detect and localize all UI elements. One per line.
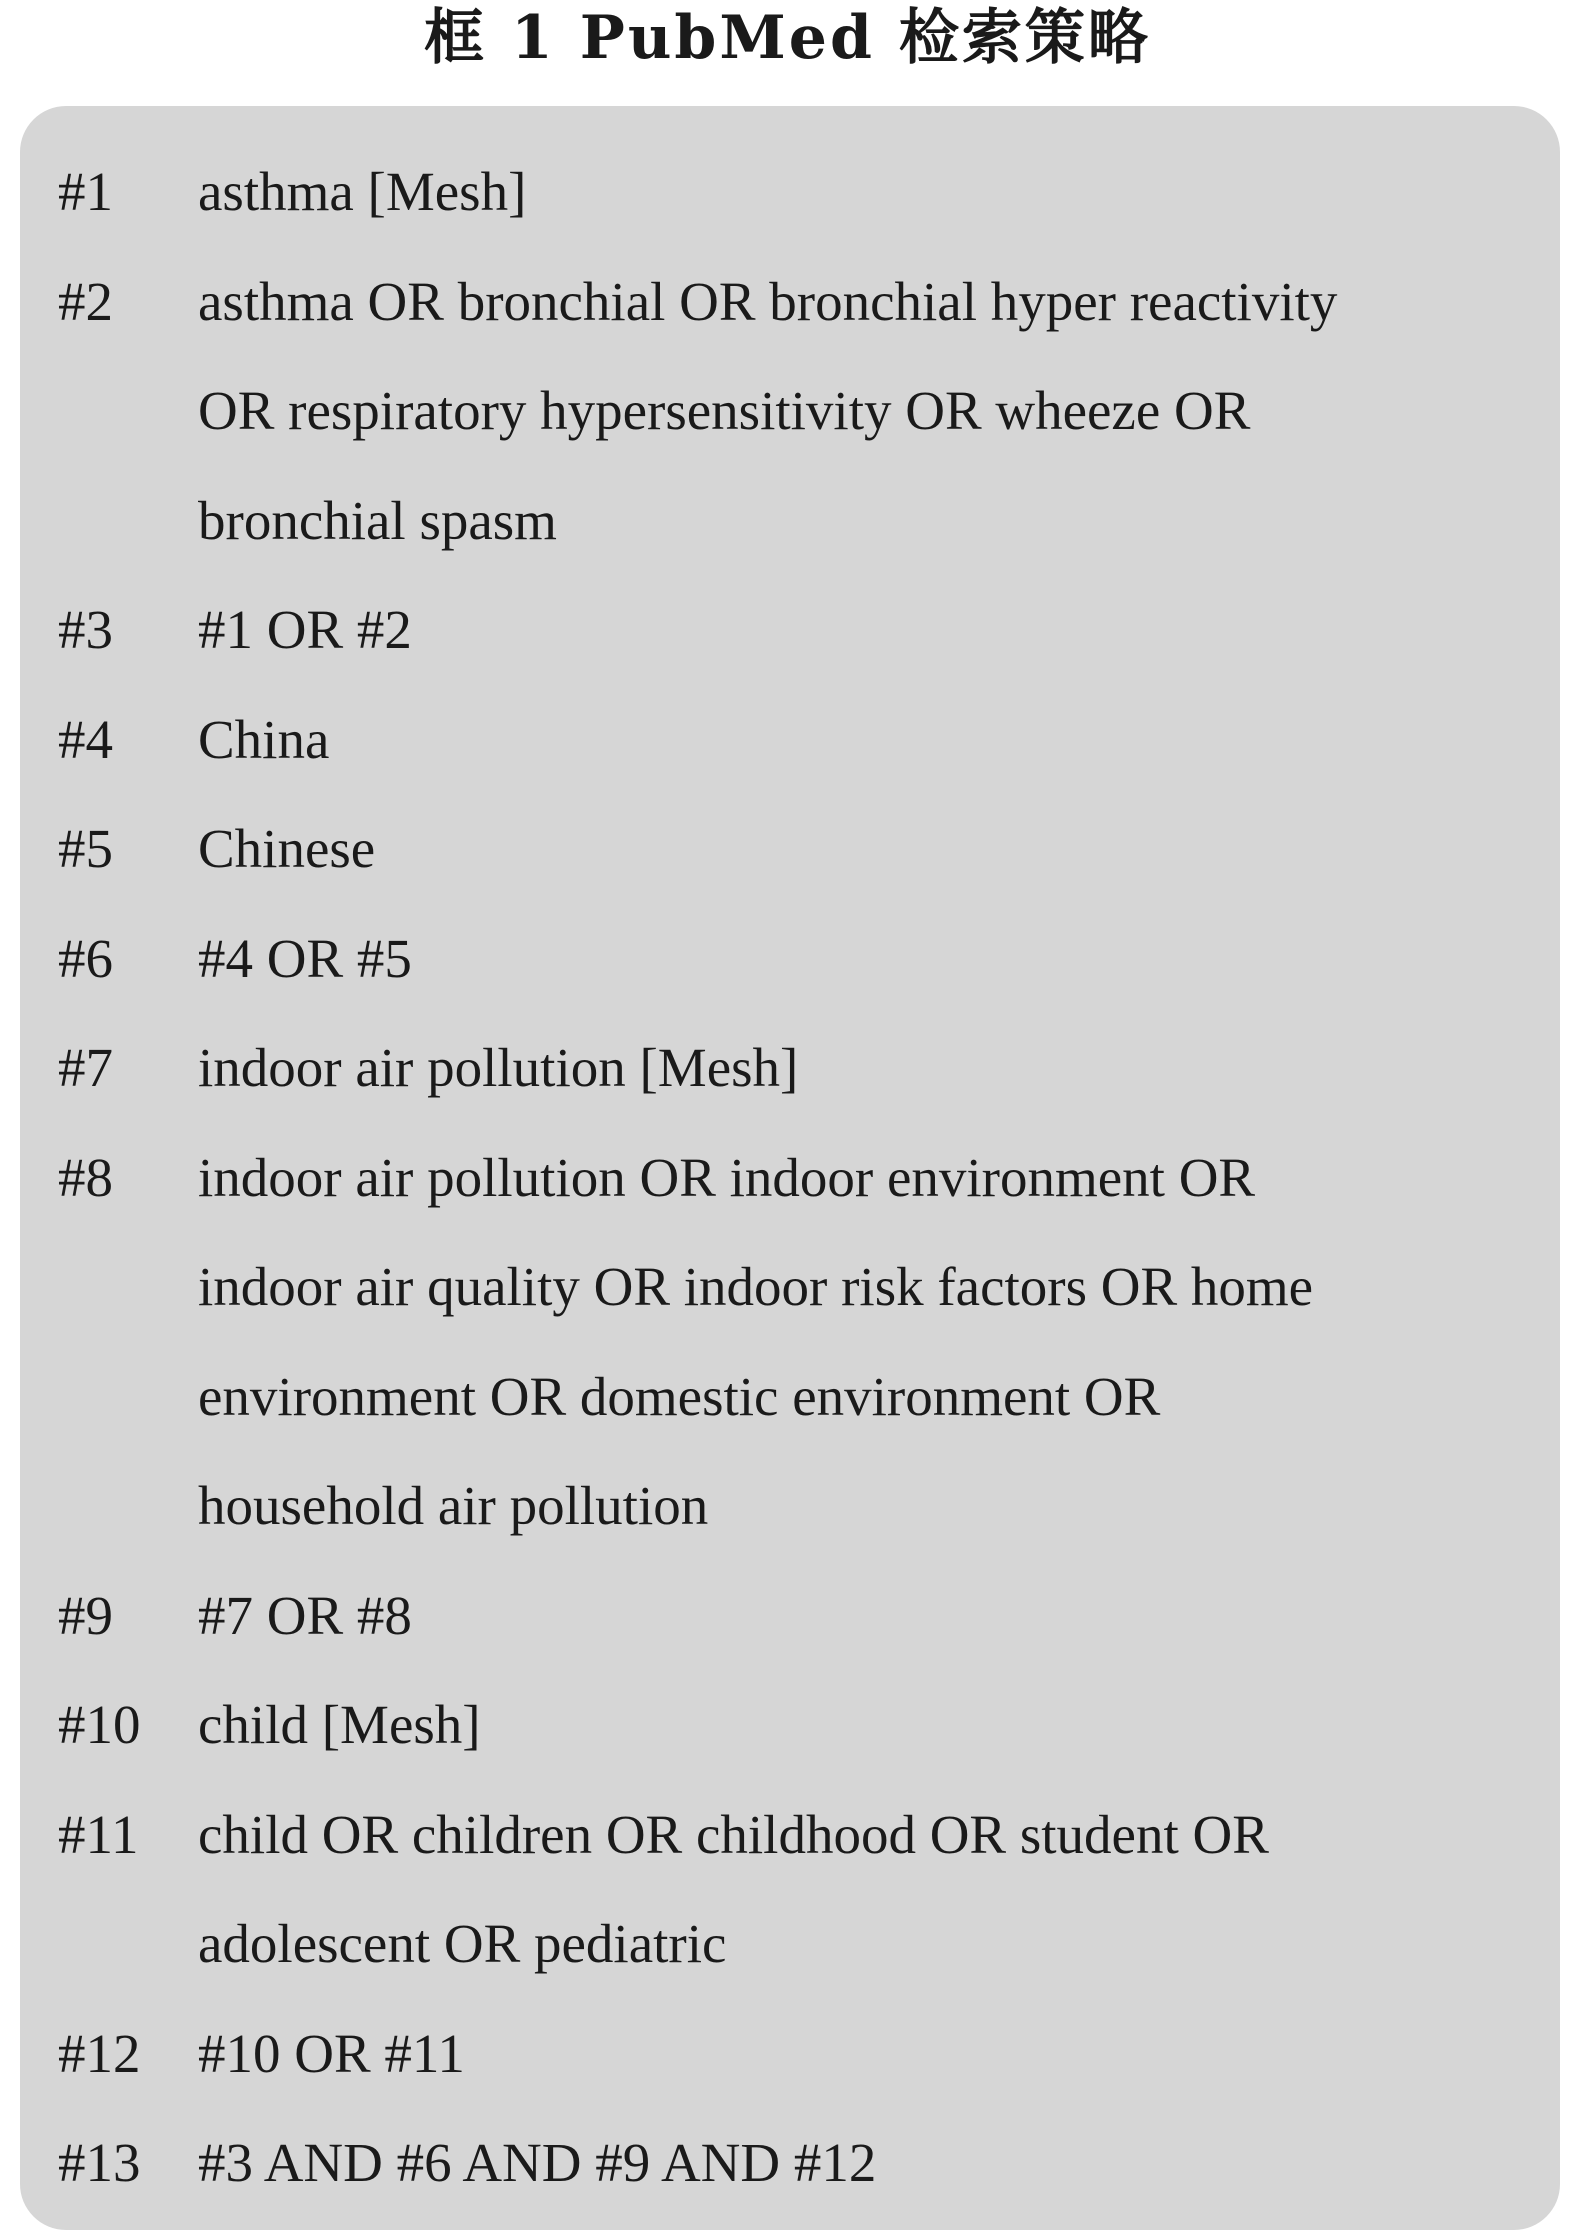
search-step-row bbox=[58, 685, 1538, 795]
step-query bbox=[198, 2108, 1538, 2218]
step-query bbox=[198, 1013, 1538, 1123]
step-query-line: #7 OR #8 bbox=[198, 1584, 412, 1646]
step-query bbox=[198, 1670, 1538, 1780]
step-number: #1 bbox=[58, 161, 113, 222]
step-query-line: household air pollution bbox=[198, 1475, 709, 1536]
search-step-row bbox=[58, 794, 1538, 904]
step-query-line: OR respiratory hypersensitivity OR wheeze OR bbox=[198, 380, 1251, 441]
step-query bbox=[198, 247, 1538, 576]
search-step-row bbox=[58, 1999, 1538, 2109]
step-query bbox=[198, 904, 1538, 1014]
search-step-row bbox=[58, 247, 1538, 576]
search-step-row bbox=[58, 904, 1538, 1014]
search-step-row bbox=[58, 575, 1538, 685]
search-step-row bbox=[58, 137, 1538, 247]
step-query-line: indoor air quality OR indoor risk factors OR home bbox=[198, 1256, 1314, 1317]
step-query-line: Chinese bbox=[198, 818, 376, 879]
search-step-row bbox=[58, 1670, 1538, 1780]
step-query bbox=[198, 1123, 1538, 1561]
step-number: #5 bbox=[58, 818, 113, 879]
step-query-line: asthma [Mesh] bbox=[198, 161, 527, 222]
step-query-line: #3 AND #6 AND #9 AND #12 bbox=[198, 2132, 877, 2193]
search-step-row bbox=[58, 1123, 1538, 1561]
step-query-line: environment OR domestic environment OR bbox=[198, 1365, 1161, 1427]
step-query-line: indoor air pollution OR indoor environment OR bbox=[198, 1146, 1256, 1208]
step-query-line: bronchial spasm bbox=[198, 489, 557, 551]
step-query-line: #4 OR #5 bbox=[198, 927, 412, 989]
search-step-row bbox=[58, 1013, 1538, 1123]
step-number: #4 bbox=[58, 708, 113, 770]
step-query-line: China bbox=[198, 708, 330, 770]
step-query-line: adolescent OR pediatric bbox=[198, 1913, 727, 1974]
step-query-line: child OR children OR childhood OR student OR bbox=[198, 1803, 1269, 1865]
box-title: 框 1 PubMed 检索策略 bbox=[424, 3, 1151, 73]
step-number: #13 bbox=[58, 2132, 141, 2193]
step-query bbox=[198, 137, 1538, 247]
step-number: #11 bbox=[58, 1803, 139, 1865]
step-number: #10 bbox=[58, 1694, 141, 1755]
step-query-line: #1 OR #2 bbox=[198, 599, 412, 660]
step-query bbox=[198, 1999, 1538, 2109]
step-number: #6 bbox=[58, 927, 113, 989]
step-query-line: asthma OR bronchial OR bronchial hyper reactivity bbox=[198, 270, 1338, 332]
search-step-row bbox=[58, 2108, 1538, 2218]
step-number: #12 bbox=[58, 2022, 141, 2084]
step-number: #7 bbox=[58, 1037, 113, 1098]
step-number: #9 bbox=[58, 1584, 113, 1646]
search-strategy-list bbox=[58, 137, 1538, 2218]
step-query bbox=[198, 1561, 1538, 1671]
step-query-line: #10 OR #11 bbox=[198, 2022, 465, 2084]
step-query-line: child [Mesh] bbox=[198, 1694, 481, 1755]
step-query bbox=[198, 1780, 1538, 1999]
search-step-row bbox=[58, 1780, 1538, 1999]
step-query-line: indoor air pollution [Mesh] bbox=[198, 1037, 799, 1098]
step-query bbox=[198, 794, 1538, 904]
search-step-row bbox=[58, 1561, 1538, 1671]
step-number: #3 bbox=[58, 599, 113, 660]
step-number: #2 bbox=[58, 270, 113, 332]
step-query bbox=[198, 685, 1538, 795]
step-query bbox=[198, 575, 1538, 685]
step-number: #8 bbox=[58, 1146, 113, 1208]
